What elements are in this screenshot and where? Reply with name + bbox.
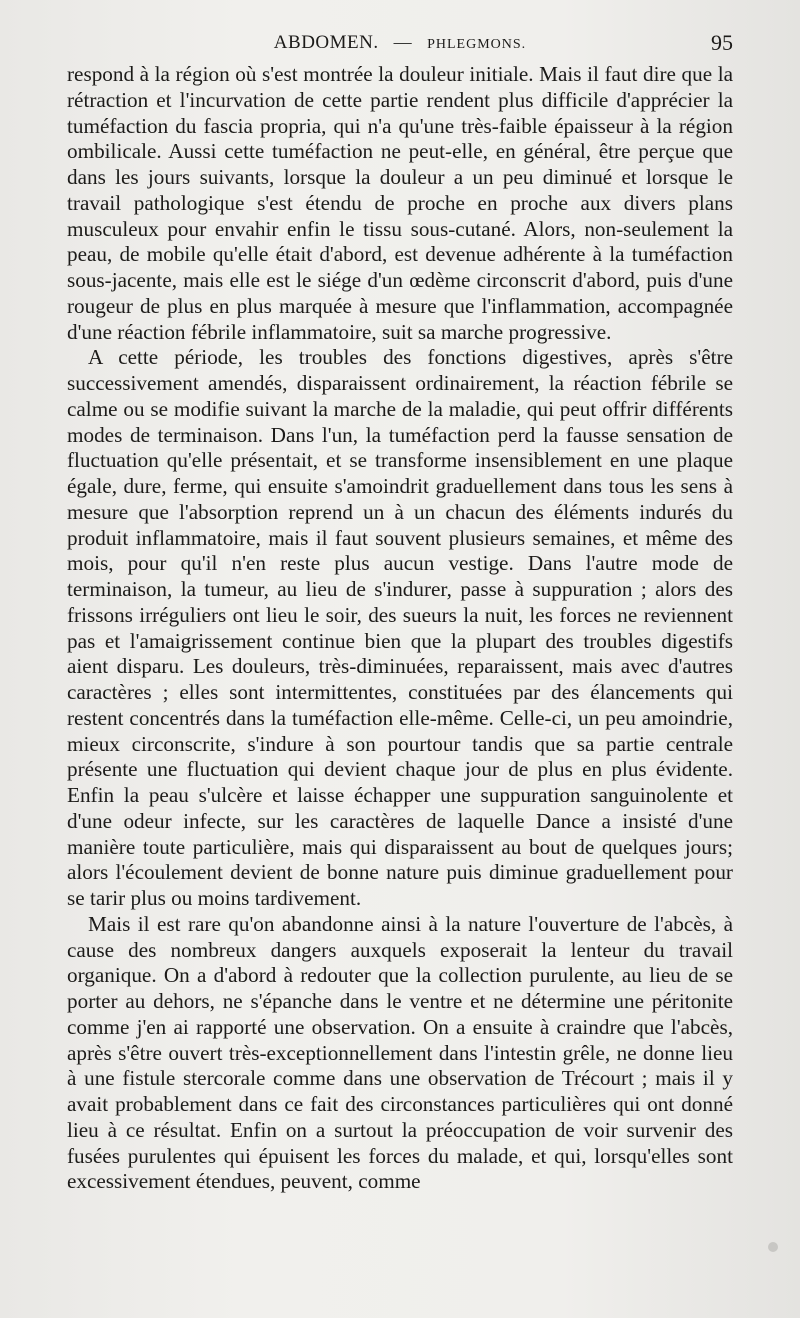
header-title-sub: PHLEGMONS. <box>427 37 527 52</box>
paragraph-3: Mais il est rare qu'on abandonne ainsi à la nature l'ouverture de l'abcès, à cause des nombreux dangers auxquels exposerait la lenteur du travail organique. On a d'abord à redouter que la collection purulente, au lieu de se porter au dehors, ne s'épanche dans le ventre et ne détermine une péritonite comme j'en ai rapporté une observation. On a ensuite à craindre que l'abcès, après s'être ouvert très-exceptionnellement dans l'intestin grêle, ne donne lieu à une fistule stercorale comme dans une observation de Trécourt ; mais il y avait probablement dans ce fait des circonstances particulières qui ont donné lieu à ce résultat. Enfin on a surtout la préoccupation de voir survenir des fusées purulentes qui épuisent les forces du malade, et qui, lorsqu'elles sont excessivement étendues, peuvent, comme <box>67 911 733 1194</box>
running-header <box>67 30 733 58</box>
header-separator: — <box>383 32 423 52</box>
paragraph-2: A cette période, les troubles des fonctions digestives, après s'être successivement amendés, disparaissent ordinairement, la réaction fébrile se calme ou se modifie suivant la marche de la maladie, qui peut offrir différents modes de terminaison. Dans l'un, la tuméfaction perd la fausse sensation de fluctuation qu'elle présentait, et se transforme insensiblement en une plaque égale, dure, ferme, qui ensuite s'amoindrit graduellement dans tous les sens à mesure que l'absorption reprend un à un chacun des éléments indurés du produit inflammatoire, mais il faut souvent plusieurs semaines, et même des mois, pour qu'il n'en reste plus aucun vestige. Dans l'autre mode de terminaison, la tumeur, au lieu de s'indurer, passe à suppuration ; alors des frissons irréguliers ont lieu le soir, des sueurs la nuit, les forces ne reviennent pas et l'amaigrissement continue bien que la plupart des troubles digestifs aient disparu. Les douleurs, très-diminuées, reparaissent, mais avec d'autres caractères ; elles sont intermittentes, constituées par des élancements qui restent concentrés dans la tuméfaction elle-même. Celle-ci, un peu amoindrie, mieux circonscrite, s'indure à son pourtour tandis que sa partie centrale présente une fluctuation qui devient chaque jour de plus en plus évidente. Enfin la peau s'ulcère et laisse échapper une suppuration sanguinolente et d'une odeur infecte, sur les caractères de laquelle Dance a insisté d'une manière toute particulière, mais qui disparaissent au bout de quelques jours; alors l'écoulement devient de bonne nature puis diminue graduellement pour se tarir plus ou moins tardivement. <box>67 345 733 910</box>
page-number: 95 <box>711 30 733 55</box>
header-title <box>67 32 733 54</box>
body-text <box>67 62 733 1195</box>
header-title-main: ABDOMEN. <box>273 32 379 53</box>
paragraph-1: respond à la région où s'est montrée la douleur initiale. Mais il faut dire que la rétraction et l'incurvation de cette partie rendent plus difficile d'apprécier la tuméfaction du fascia propria, qui n'a qu'une très-faible épaisseur à la région ombilicale. Aussi cette tuméfaction ne peut-elle, en général, être perçue que dans les jours suivants, lorsque la douleur a un peu diminué et lorsque le travail pathologique s'est étendu de proche en proche aux divers plans musculeux pour envahir enfin le tissu sous-cutané. Alors, non-seulement la peau, de mobile qu'elle était d'abord, est devenue adhérente à la tuméfaction sous-jacente, mais elle est le siége d'un œdème circonscrit d'abord, puis d'une rougeur de plus en plus marquée à mesure que l'inflammation, accompagnée d'une réaction fébrile inflammatoire, suit sa marche progressive. <box>67 62 733 344</box>
paper-speck <box>768 1242 778 1252</box>
